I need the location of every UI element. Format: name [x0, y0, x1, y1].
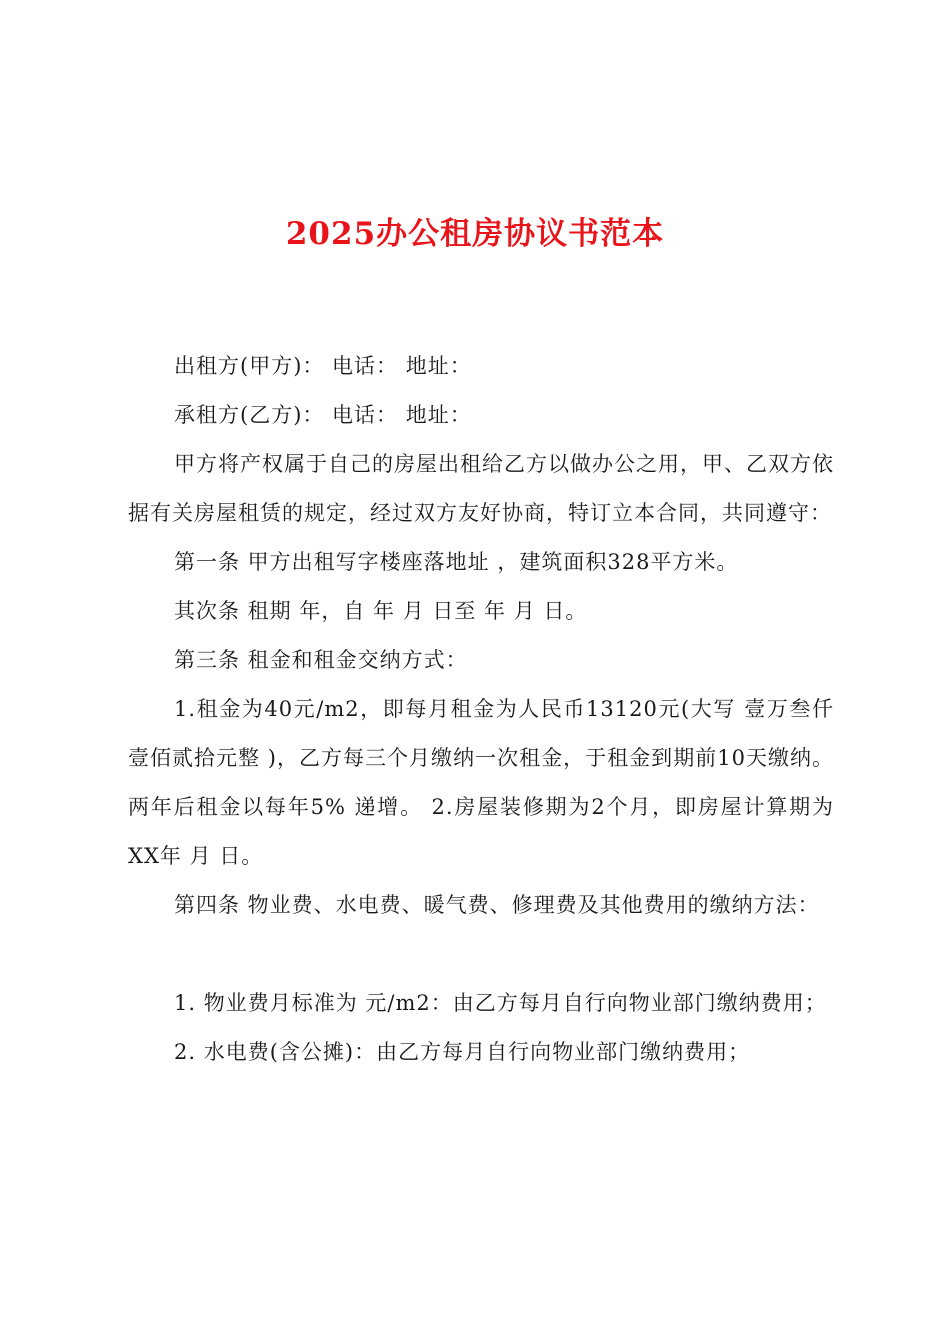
property-fee-item: 1. 物业费月标准为 元/m2：由乙方每月自行向物业部门缴纳费用；: [174, 991, 827, 1015]
preamble-paragraph: 甲方将产权属于自己的房屋出租给乙方以做办公之用，甲、乙双方依据有关房屋租赁的规定，经过双方友好协商，特订立本合同，共同遵守：: [128, 452, 834, 525]
document-title: 2025办公租房协议书范本: [285, 216, 665, 252]
article-two: 其次条 租期 年，自 年 月 日至 年 月 日。: [174, 599, 588, 623]
article-three-rent-paragraph: 1.租金为40元/m2，即每月租金为人民币13120元(大写 壹万叁仟壹佰贰拾元整 )，乙方每三个月缴纳一次租金，于租金到期前10天缴纳。两年后租金以每年5% 递增。 2.房屋装修期为2个月，即房屋计算期为XX年 月 日。: [128, 697, 834, 868]
lessor-line: 出租方(甲方)： 电话： 地址：: [174, 354, 472, 378]
utility-fee-item: 2. 水电费(含公摊)：由乙方每月自行向物业部门缴纳费用；: [174, 1040, 751, 1064]
lessee-line: 承租方(乙方)： 电话： 地址：: [174, 403, 472, 427]
document-body: [128, 342, 834, 1077]
article-four-heading: 第四条 物业费、水电费、暖气费、修理费及其他费用的缴纳方法：: [174, 893, 820, 917]
article-one: 第一条 甲方出租写字楼座落地址 ，建筑面积328平方米。: [174, 550, 739, 574]
article-three-heading: 第三条 租金和租金交纳方式：: [174, 648, 468, 672]
